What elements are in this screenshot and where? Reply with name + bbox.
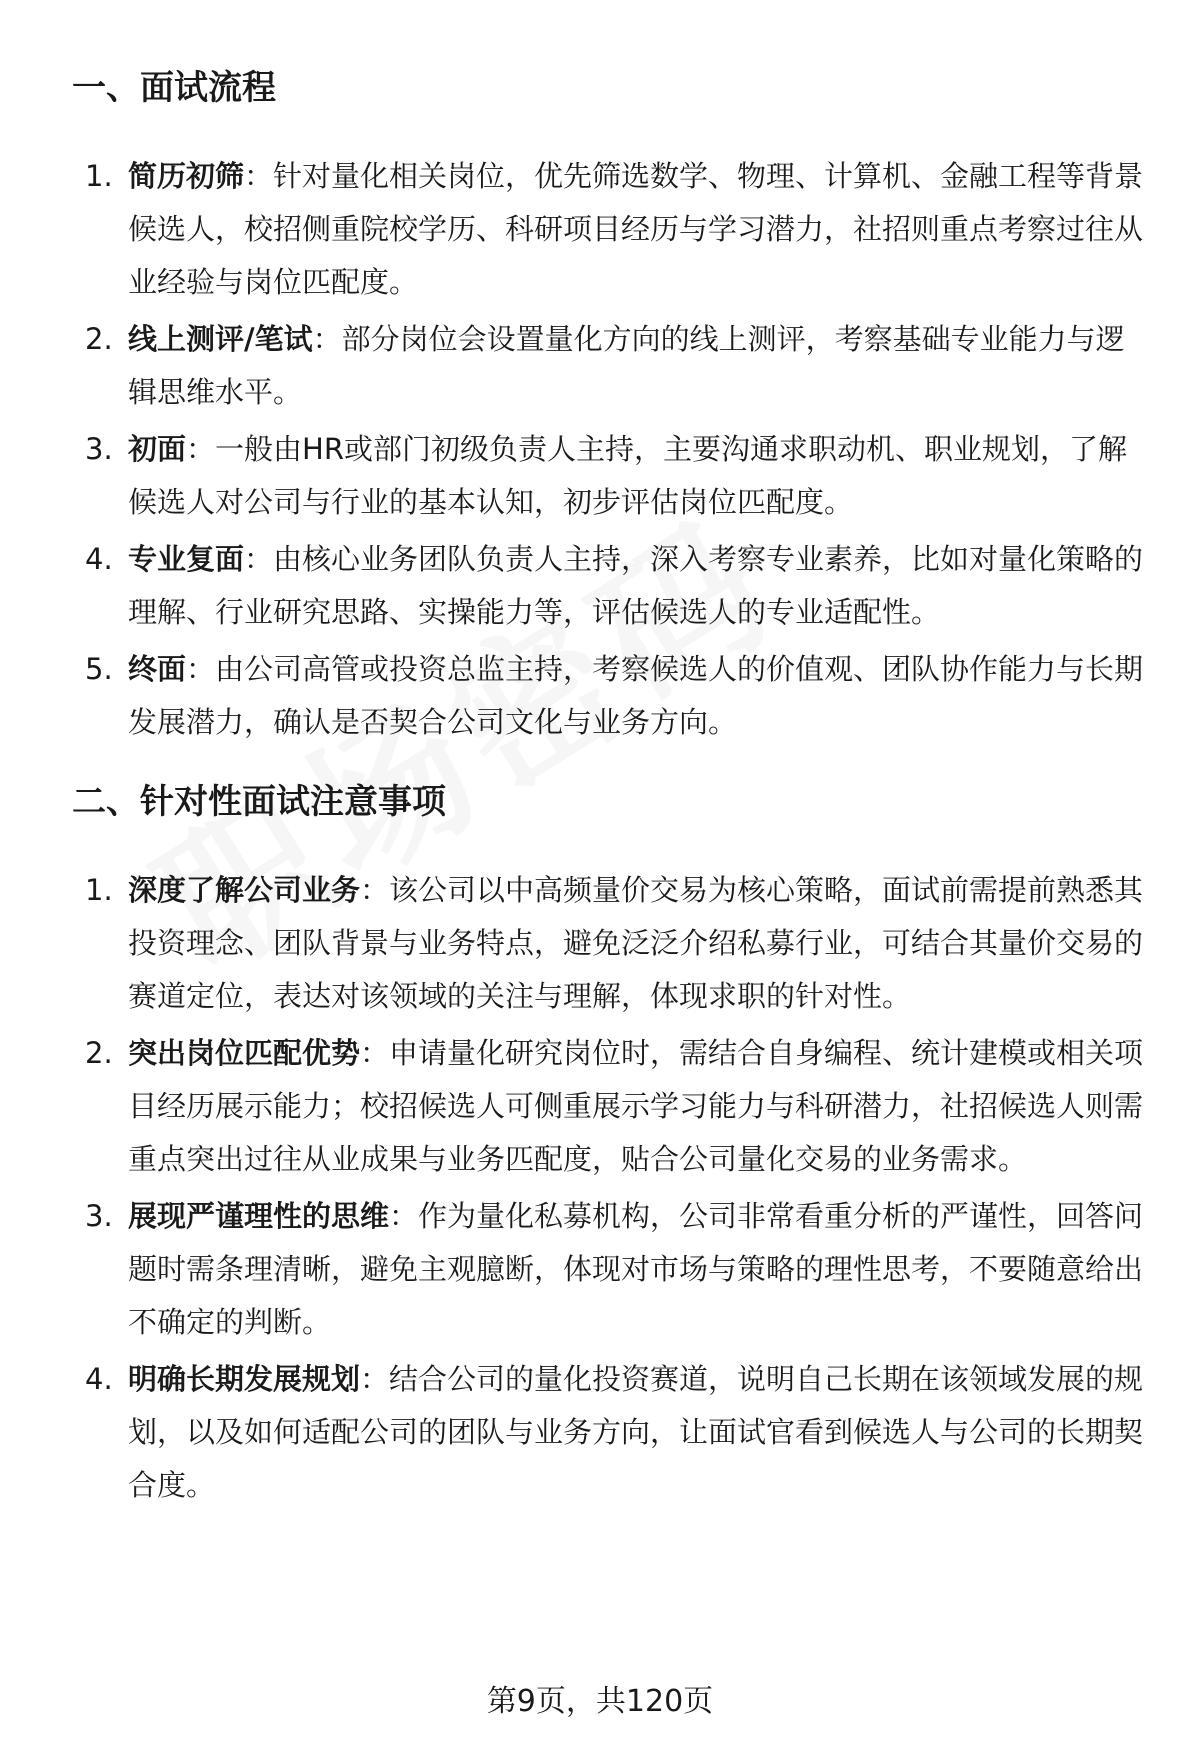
interview-process-list: [0, 150, 1200, 753]
item-term: 初面: [128, 432, 187, 466]
list-item: [0, 533, 1200, 639]
item-number: 3.: [85, 432, 113, 466]
item-term: 明确长期发展规划: [128, 1362, 361, 1396]
item-term: 专业复面: [128, 542, 245, 576]
item-number: 2.: [85, 322, 113, 356]
item-text: ：部分岗位会设置量化方向的线上测评，考察基础专业能力与逻辑思维水平。: [128, 322, 1125, 409]
section-title-interview-process: 一、面试流程: [72, 68, 276, 108]
item-text: ：申请量化研究岗位时，需结合自身编程、统计建模或相关项目经历展示能力；校招候选人可侧重展示学习能力与科研潜力，社招候选人则需重点突出过往从业成果与业务匹配度，贴合公司量化交易的业务需求。: [128, 1036, 1144, 1176]
item-term: 终面: [128, 652, 187, 686]
list-item: [0, 864, 1200, 1023]
item-number: 3.: [85, 1199, 113, 1233]
item-text: ：针对量化相关岗位，优先筛选数学、物理、计算机、金融工程等背景候选人，校招侧重院校学历、科研项目经历与学习潜力，社招则重点考察过往从业经验与岗位匹配度。: [128, 159, 1144, 299]
item-number: 5.: [85, 652, 113, 686]
item-term: 简历初筛: [128, 159, 245, 193]
item-number: 4.: [85, 542, 113, 576]
item-term: 展现严谨理性的思维: [128, 1199, 390, 1233]
list-item: [0, 423, 1200, 529]
list-item: [0, 1027, 1200, 1186]
item-term: 突出岗位匹配优势: [128, 1036, 361, 1070]
item-text: ：该公司以中高频量价交易为核心策略，面试前需提前熟悉其投资理念、团队背景与业务特点，避免泛泛介绍私募行业，可结合其量价交易的赛道定位，表达对该领域的关注与理解，体现求职的针对性。: [128, 873, 1144, 1013]
item-term: 线上测评/笔试: [128, 322, 313, 356]
item-number: 4.: [85, 1362, 113, 1396]
item-text: ：结合公司的量化投资赛道，说明自己长期在该领域发展的规划，以及如何适配公司的团队与业务方向，让面试官看到候选人与公司的长期契合度。: [128, 1362, 1144, 1502]
item-text: ：由核心业务团队负责人主持，深入考察专业素养，比如对量化策略的理解、行业研究思路、实操能力等，评估候选人的专业适配性。: [128, 542, 1144, 629]
item-text: ：由公司高管或投资总监主持，考察候选人的价值观、团队协作能力与长期发展潜力，确认是否契合公司文化与业务方向。: [128, 652, 1144, 739]
page-number: 第9页，共120页: [486, 1684, 714, 1719]
list-item: [0, 643, 1200, 749]
item-number: 1.: [85, 873, 113, 907]
list-item: [0, 150, 1200, 309]
list-item: [0, 313, 1200, 419]
section-title-interview-notes: 二、针对性面试注意事项: [72, 782, 446, 822]
list-item: [0, 1353, 1200, 1512]
item-text: ：一般由HR或部门初级负责人主持，主要沟通求职动机、职业规划，了解候选人对公司与行业的基本认知，初步评估岗位匹配度。: [128, 432, 1127, 519]
item-term: 深度了解公司业务: [128, 873, 361, 907]
interview-notes-list: [0, 864, 1200, 1516]
item-number: 2.: [85, 1036, 113, 1070]
list-item: [0, 1190, 1200, 1349]
item-text: ：作为量化私募机构，公司非常看重分析的严谨性，回答问题时需条理清晰，避免主观臆断，体现对市场与策略的理性思考，不要随意给出不确定的判断。: [128, 1199, 1144, 1339]
item-number: 1.: [85, 159, 113, 193]
